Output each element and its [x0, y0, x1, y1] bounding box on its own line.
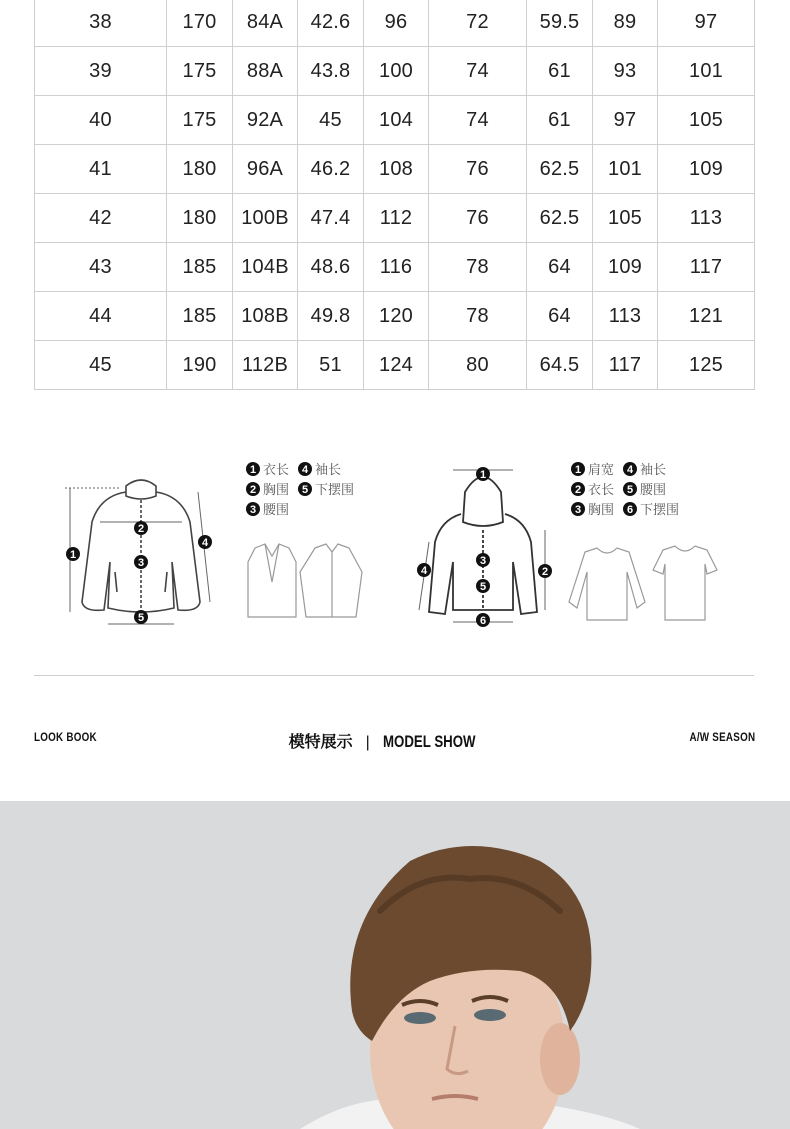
size-cell: 105 — [658, 96, 755, 145]
size-cell: 38 — [35, 0, 167, 47]
heading-separator: | — [365, 734, 370, 751]
size-cell: 74 — [429, 96, 527, 145]
size-cell: 42.6 — [298, 0, 364, 47]
size-cell: 45 — [298, 96, 364, 145]
svg-text:腰围: 腰围 — [263, 503, 290, 518]
size-cell: 97 — [593, 96, 658, 145]
size-chart-table — [34, 0, 755, 390]
svg-text:3: 3 — [574, 504, 582, 516]
size-cell: 112B — [233, 341, 298, 390]
size-cell: 51 — [298, 341, 364, 390]
size-cell: 121 — [658, 292, 755, 341]
size-cell: 76 — [429, 145, 527, 194]
size-cell: 124 — [364, 341, 429, 390]
size-cell: 105 — [593, 194, 658, 243]
size-cell: 190 — [167, 341, 233, 390]
size-cell: 72 — [429, 0, 527, 47]
size-row — [35, 96, 755, 145]
svg-text:肩宽: 肩宽 — [588, 463, 615, 478]
svg-text:袖长: 袖长 — [640, 463, 667, 478]
size-cell: 96A — [233, 145, 298, 194]
svg-text:5: 5 — [626, 484, 634, 496]
size-row — [35, 47, 755, 96]
size-row — [35, 292, 755, 341]
size-cell: 175 — [167, 47, 233, 96]
size-cell: 46.2 — [298, 145, 364, 194]
size-cell: 49.8 — [298, 292, 364, 341]
svg-text:5: 5 — [479, 581, 487, 593]
size-cell: 117 — [658, 243, 755, 292]
size-cell: 84A — [233, 0, 298, 47]
size-cell: 108B — [233, 292, 298, 341]
size-cell: 92A — [233, 96, 298, 145]
size-cell: 170 — [167, 0, 233, 47]
svg-text:6: 6 — [479, 615, 487, 627]
size-cell: 108 — [364, 145, 429, 194]
svg-text:衣长: 衣长 — [588, 483, 615, 498]
svg-text:胸围: 胸围 — [588, 503, 615, 518]
size-cell: 59.5 — [527, 0, 593, 47]
size-cell: 43.8 — [298, 47, 364, 96]
size-cell: 100B — [233, 194, 298, 243]
size-cell: 76 — [429, 194, 527, 243]
size-cell: 78 — [429, 292, 527, 341]
model-show-heading — [0, 729, 790, 752]
size-row — [35, 341, 755, 390]
svg-text:4: 4 — [626, 464, 634, 476]
size-cell: 101 — [658, 47, 755, 96]
jacket-measurement-icon — [82, 480, 200, 612]
svg-text:胸围: 胸围 — [263, 483, 290, 498]
size-chart-body — [35, 0, 755, 390]
size-cell: 47.4 — [298, 194, 364, 243]
svg-text:下摆围: 下摆围 — [640, 503, 680, 518]
hoodie-measurement-diagram — [405, 452, 725, 637]
size-cell: 180 — [167, 194, 233, 243]
model-show-title-cn: 模特展示 — [288, 732, 353, 751]
size-cell: 61 — [527, 96, 593, 145]
size-cell: 39 — [35, 47, 167, 96]
size-cell: 40 — [35, 96, 167, 145]
svg-text:6: 6 — [626, 504, 634, 516]
svg-text:5: 5 — [137, 612, 145, 624]
size-cell: 41 — [35, 145, 167, 194]
model-portrait-image — [0, 801, 790, 1129]
svg-text:2: 2 — [541, 566, 549, 578]
svg-text:腰围: 腰围 — [640, 483, 667, 498]
size-cell: 104 — [364, 96, 429, 145]
size-cell: 104B — [233, 243, 298, 292]
hoodie-measurement-icon — [429, 477, 537, 614]
size-cell: 89 — [593, 0, 658, 47]
size-row — [35, 243, 755, 292]
longsleeve-tee-sketch-icon — [569, 548, 645, 620]
svg-text:1: 1 — [574, 464, 582, 476]
size-cell: 125 — [658, 341, 755, 390]
size-row — [35, 0, 755, 47]
svg-text:1: 1 — [479, 469, 487, 481]
size-cell: 180 — [167, 145, 233, 194]
svg-text:1: 1 — [249, 464, 257, 476]
svg-text:3: 3 — [479, 555, 487, 567]
svg-text:衣长: 衣长 — [263, 463, 290, 478]
blazer-sketch-icon — [248, 544, 296, 617]
size-cell: 62.5 — [527, 145, 593, 194]
size-cell: 45 — [35, 341, 167, 390]
size-cell: 74 — [429, 47, 527, 96]
season-label: A/W SEASON — [689, 730, 755, 744]
svg-text:3: 3 — [249, 504, 257, 516]
size-cell: 44 — [35, 292, 167, 341]
size-cell: 116 — [364, 243, 429, 292]
size-cell: 175 — [167, 96, 233, 145]
tshirt-sketch-icon — [653, 546, 717, 620]
size-cell: 64 — [527, 292, 593, 341]
size-cell: 101 — [593, 145, 658, 194]
size-cell: 64.5 — [527, 341, 593, 390]
size-cell: 112 — [364, 194, 429, 243]
size-cell: 100 — [364, 47, 429, 96]
size-cell: 62.5 — [527, 194, 593, 243]
size-cell: 185 — [167, 243, 233, 292]
size-cell: 185 — [167, 292, 233, 341]
size-cell: 43 — [35, 243, 167, 292]
size-cell: 97 — [658, 0, 755, 47]
size-cell: 113 — [658, 194, 755, 243]
svg-text:下摆围: 下摆围 — [315, 483, 355, 498]
size-cell: 120 — [364, 292, 429, 341]
size-cell: 64 — [527, 243, 593, 292]
svg-text:2: 2 — [249, 484, 257, 496]
size-cell: 109 — [658, 145, 755, 194]
svg-text:2: 2 — [137, 523, 145, 535]
svg-text:袖长: 袖长 — [315, 463, 342, 478]
svg-text:4: 4 — [420, 565, 428, 577]
svg-text:5: 5 — [301, 484, 309, 496]
svg-text:1: 1 — [69, 549, 77, 561]
section-divider — [34, 675, 754, 676]
size-cell: 113 — [593, 292, 658, 341]
size-cell: 48.6 — [298, 243, 364, 292]
svg-text:4: 4 — [201, 537, 209, 549]
model-portrait-illustration — [0, 801, 790, 1129]
svg-text:4: 4 — [301, 464, 309, 476]
lookbook-label: LOOK BOOK — [34, 730, 97, 744]
size-cell: 42 — [35, 194, 167, 243]
size-row — [35, 145, 755, 194]
size-cell: 80 — [429, 341, 527, 390]
size-cell: 117 — [593, 341, 658, 390]
size-cell: 88A — [233, 47, 298, 96]
svg-text:3: 3 — [137, 557, 145, 569]
jacket-legend — [246, 462, 354, 518]
shirt-sketch-icon — [300, 544, 362, 617]
size-cell: 109 — [593, 243, 658, 292]
size-row — [35, 194, 755, 243]
size-cell: 61 — [527, 47, 593, 96]
size-cell: 96 — [364, 0, 429, 47]
hoodie-legend — [571, 462, 679, 518]
jacket-measurement-diagram — [60, 452, 370, 637]
model-show-title-en: MODEL SHOW — [382, 732, 476, 751]
size-cell: 93 — [593, 47, 658, 96]
size-cell: 78 — [429, 243, 527, 292]
svg-text:2: 2 — [574, 484, 582, 496]
